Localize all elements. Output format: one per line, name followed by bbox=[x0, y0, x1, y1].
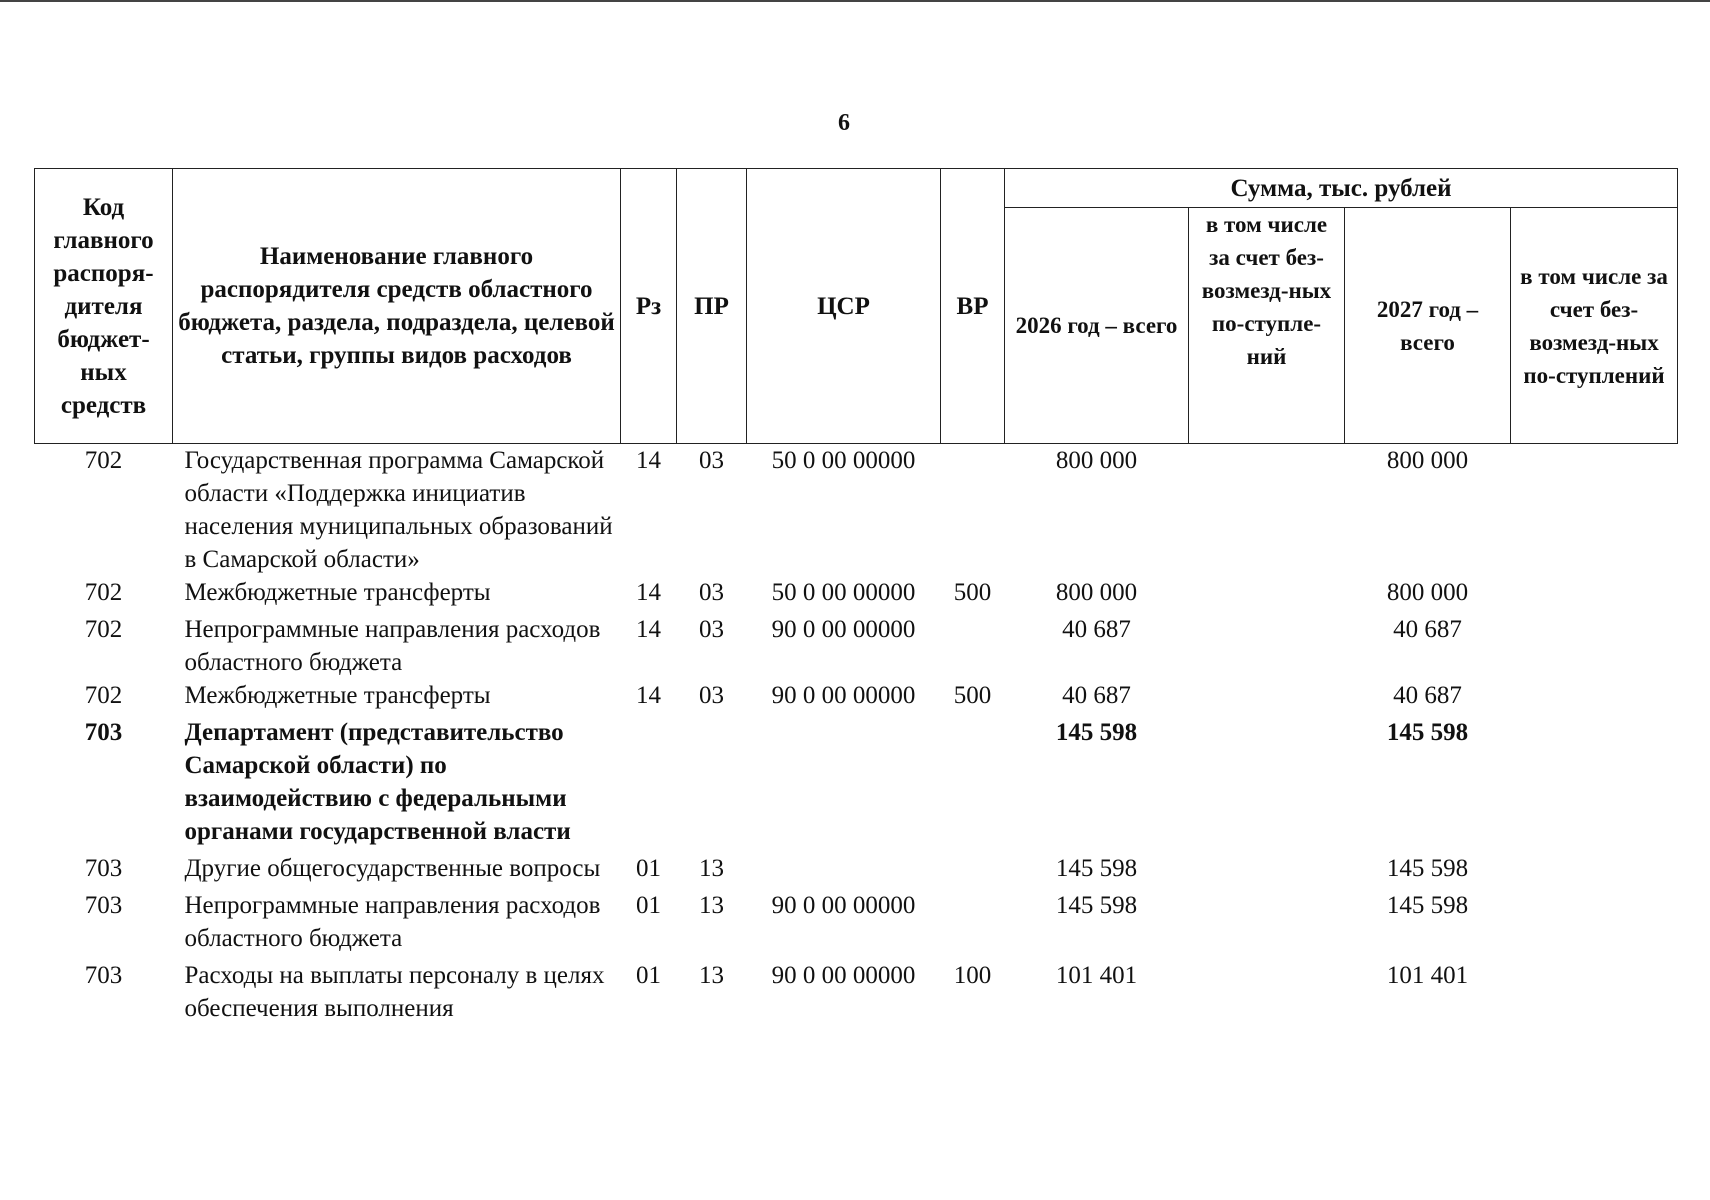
table-row bbox=[35, 609, 1678, 679]
cell-csr: 50 0 00 00000 bbox=[771, 579, 916, 606]
header-code: Код главного распоря-дителя бюджет-ных средств bbox=[35, 169, 173, 444]
header-vr: ВР bbox=[941, 169, 1005, 444]
header-name: Наименование главного распорядителя средств областного бюджета, раздела, подраздела, целевой статьи, группы видов расходов bbox=[173, 169, 621, 444]
top-border-line bbox=[0, 0, 1710, 2]
cell-pr: 03 bbox=[699, 616, 724, 643]
budget-table bbox=[34, 168, 1678, 1025]
cell-pr: 03 bbox=[699, 682, 724, 709]
cell-2026-free bbox=[1189, 609, 1345, 679]
cell-2027-total: 800 000 bbox=[1386, 447, 1469, 474]
table-row bbox=[35, 848, 1678, 885]
cell-code: 702 bbox=[84, 579, 123, 606]
header-2027-total: 2027 год – всего bbox=[1345, 208, 1511, 444]
cell-code: 702 bbox=[84, 447, 123, 474]
cell-name: Другие общегосударственные вопросы bbox=[184, 855, 601, 882]
cell-2027-free bbox=[1511, 444, 1678, 577]
cell-2027-free bbox=[1511, 576, 1678, 609]
cell-code: 703 bbox=[84, 892, 123, 919]
cell-2026-total: 40 687 bbox=[1062, 682, 1131, 709]
cell-rz: 01 bbox=[636, 855, 661, 882]
cell-code: 703 bbox=[84, 962, 123, 989]
cell-name: Непрограммные направления расходов областного бюджета bbox=[184, 616, 601, 676]
table-row bbox=[35, 576, 1678, 609]
table-header bbox=[35, 169, 1678, 444]
cell-csr: 90 0 00 00000 bbox=[771, 892, 916, 919]
cell-vr bbox=[941, 848, 1005, 885]
cell-pr: 13 bbox=[699, 855, 724, 882]
header-2026-free: в том числе за счет без-возмезд-ных по-ступле-ний bbox=[1189, 208, 1345, 444]
cell-2027-free bbox=[1511, 609, 1678, 679]
cell-csr: 90 0 00 00000 bbox=[771, 962, 916, 989]
page-number: 6 bbox=[838, 110, 850, 136]
cell-vr: 500 bbox=[953, 579, 992, 606]
cell-2026-free bbox=[1189, 444, 1345, 577]
cell-2027-total: 101 401 bbox=[1386, 962, 1469, 989]
cell-pr: 03 bbox=[699, 447, 724, 474]
cell-2026-total: 800 000 bbox=[1055, 579, 1138, 606]
header-rz: Рз bbox=[621, 169, 677, 444]
cell-rz: 14 bbox=[636, 579, 661, 606]
cell-code: 703 bbox=[84, 855, 123, 882]
cell-name: Межбюджетные трансферты bbox=[184, 682, 491, 709]
cell-2026-free bbox=[1189, 576, 1345, 609]
table-row bbox=[35, 712, 1678, 848]
table-body bbox=[35, 444, 1678, 1026]
cell-csr bbox=[747, 712, 941, 848]
table-row bbox=[35, 955, 1678, 1025]
header-2026-total: 2026 год – всего bbox=[1005, 208, 1189, 444]
cell-vr bbox=[941, 712, 1005, 848]
cell-csr bbox=[747, 848, 941, 885]
cell-2026-free bbox=[1189, 679, 1345, 712]
header-pr: ПР bbox=[677, 169, 747, 444]
table-row bbox=[35, 885, 1678, 955]
cell-2027-total: 800 000 bbox=[1386, 579, 1469, 606]
cell-rz: 01 bbox=[636, 962, 661, 989]
cell-2026-total: 145 598 bbox=[1055, 719, 1138, 746]
cell-pr: 13 bbox=[699, 962, 724, 989]
cell-2027-free bbox=[1511, 885, 1678, 955]
cell-vr bbox=[941, 885, 1005, 955]
cell-2026-total: 40 687 bbox=[1062, 616, 1131, 643]
cell-pr: 13 bbox=[699, 892, 724, 919]
cell-pr: 03 bbox=[699, 579, 724, 606]
cell-rz: 01 bbox=[636, 892, 661, 919]
table-row bbox=[35, 679, 1678, 712]
cell-rz: 14 bbox=[636, 682, 661, 709]
cell-2027-free bbox=[1511, 679, 1678, 712]
cell-rz bbox=[621, 712, 677, 848]
cell-pr bbox=[677, 712, 747, 848]
cell-2027-total: 40 687 bbox=[1393, 616, 1462, 643]
cell-name: Непрограммные направления расходов областного бюджета bbox=[184, 892, 601, 952]
cell-csr: 50 0 00 00000 bbox=[771, 447, 916, 474]
cell-2027-free bbox=[1511, 712, 1678, 848]
cell-2026-free bbox=[1189, 955, 1345, 1025]
cell-2027-total: 40 687 bbox=[1393, 682, 1462, 709]
cell-vr: 500 bbox=[953, 682, 992, 709]
cell-csr: 90 0 00 00000 bbox=[771, 616, 916, 643]
header-2027-free: в том числе за счет без-возмезд-ных по-ступлений bbox=[1511, 208, 1678, 444]
cell-vr bbox=[941, 444, 1005, 577]
cell-2027-total: 145 598 bbox=[1386, 892, 1469, 919]
table-row bbox=[35, 444, 1678, 577]
cell-2026-free bbox=[1189, 712, 1345, 848]
cell-2026-total: 145 598 bbox=[1055, 892, 1138, 919]
cell-2026-free bbox=[1189, 848, 1345, 885]
cell-2026-total: 800 000 bbox=[1055, 447, 1138, 474]
cell-2027-total: 145 598 bbox=[1386, 719, 1469, 746]
cell-vr bbox=[941, 609, 1005, 679]
cell-2027-free bbox=[1511, 848, 1678, 885]
cell-name: Департамент (представительство Самарской области) по взаимодействию с федеральными органами государственной власти bbox=[184, 719, 571, 845]
cell-code: 702 bbox=[84, 616, 123, 643]
cell-name: Государственная программа Самарской области «Поддержка инициатив населения муниципальных образований в Самарской области» bbox=[184, 447, 613, 573]
cell-name: Межбюджетные трансферты bbox=[184, 579, 491, 606]
cell-name: Расходы на выплаты персоналу в целях обеспечения выполнения bbox=[184, 962, 605, 1022]
cell-2027-free bbox=[1511, 955, 1678, 1025]
cell-vr: 100 bbox=[953, 962, 992, 989]
cell-csr: 90 0 00 00000 bbox=[771, 682, 916, 709]
cell-code: 703 bbox=[84, 719, 123, 746]
cell-2026-total: 101 401 bbox=[1055, 962, 1138, 989]
cell-rz: 14 bbox=[636, 447, 661, 474]
cell-rz: 14 bbox=[636, 616, 661, 643]
cell-2026-total: 145 598 bbox=[1055, 855, 1138, 882]
cell-code: 702 bbox=[84, 682, 123, 709]
cell-2026-free bbox=[1189, 885, 1345, 955]
header-csr: ЦСР bbox=[747, 169, 941, 444]
header-sum-group: Сумма, тыс. рублей bbox=[1005, 169, 1678, 208]
cell-2027-total: 145 598 bbox=[1386, 855, 1469, 882]
